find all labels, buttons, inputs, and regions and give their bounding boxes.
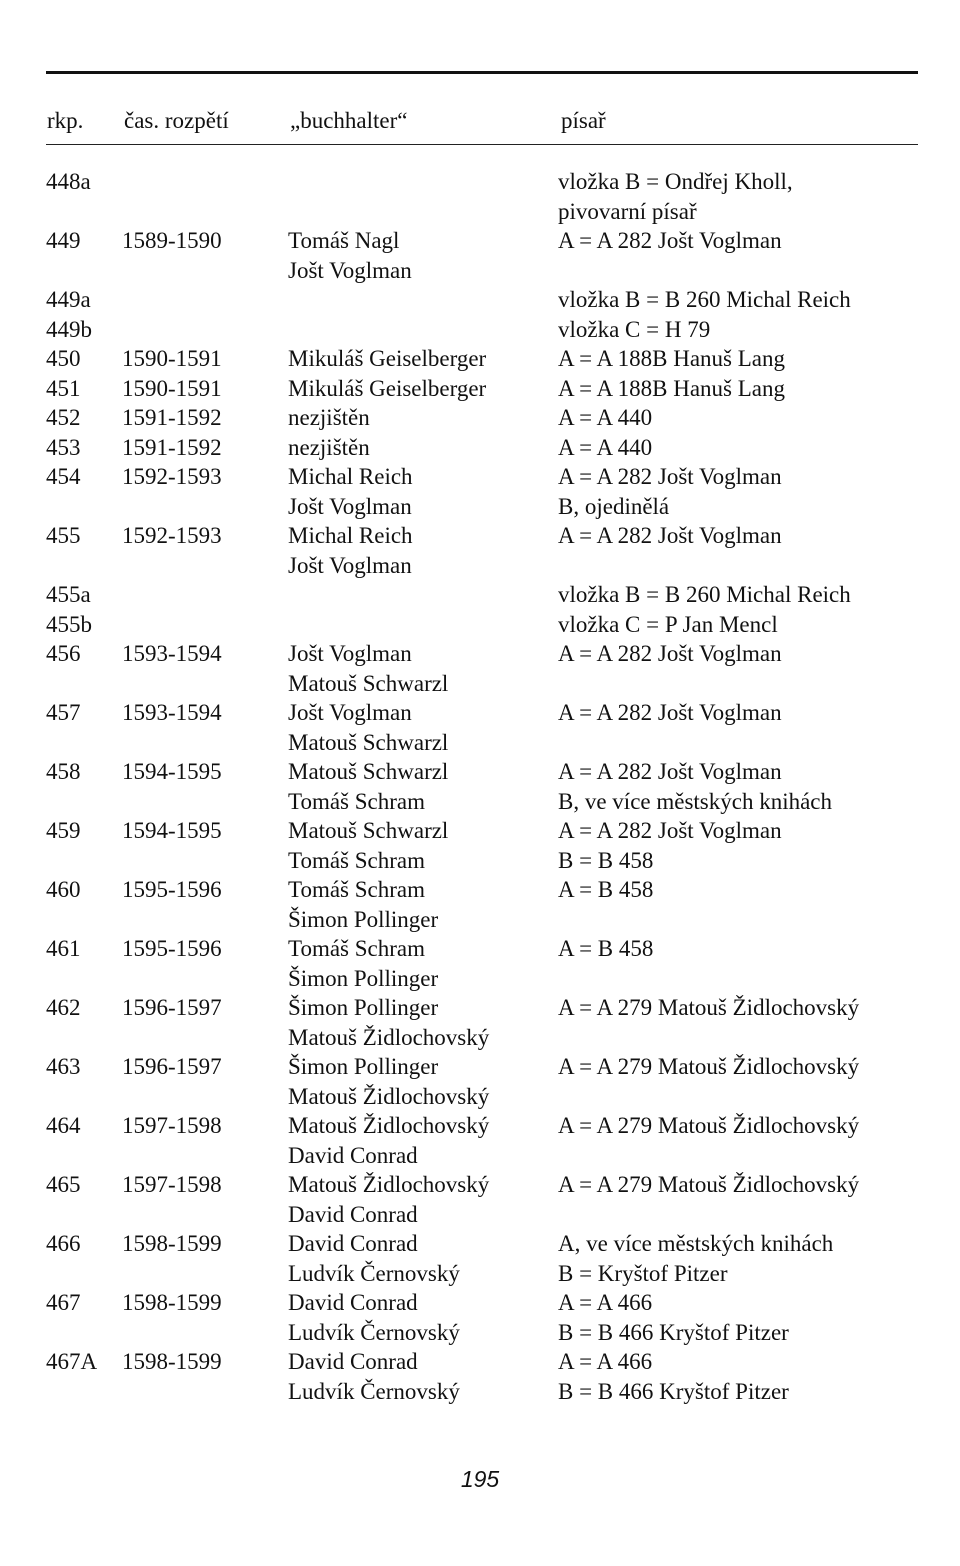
table-row: [46, 639, 918, 698]
pisar-cell: [558, 521, 918, 580]
rkp-cell: 465: [46, 1172, 81, 1197]
table-row: [46, 1111, 918, 1170]
header-pisar: písař: [561, 108, 606, 133]
pisar-cell-line: A = A 282 Jošt Voglman: [558, 641, 782, 666]
buchhalter-cell-line: Jošt Voglman: [288, 700, 412, 725]
buchhalter-cell: [288, 1170, 558, 1229]
rkp-cell: 458: [46, 759, 81, 784]
cas-rozpeti-cell: [122, 315, 288, 345]
buchhalter-cell-line: Jošt Voglman: [288, 641, 412, 666]
buchhalter-cell-line: Tomáš Schram: [288, 788, 426, 814]
pisar-cell-line: A = A 279 Matouš Židlochovský: [558, 1172, 860, 1197]
cas-rozpeti-cell: 1596-1597: [122, 995, 222, 1020]
rkp-cell: 466: [46, 1231, 81, 1256]
table-row: [46, 344, 918, 374]
page-number: 195: [460, 1466, 500, 1492]
rkp-cell: 457: [46, 700, 81, 725]
rkp-cell: 461: [46, 936, 81, 961]
rkp-cell: 455a: [46, 582, 91, 607]
buchhalter-cell: [288, 1347, 558, 1406]
table-row: [46, 1052, 918, 1111]
cas-rozpeti-cell: [122, 167, 288, 226]
pisar-cell: [558, 934, 918, 993]
buchhalter-cell: [288, 403, 558, 433]
pisar-cell-line: B, ve více městských knihách: [558, 788, 833, 814]
table-row: [46, 226, 918, 285]
rkp-cell: 453: [46, 434, 81, 460]
buchhalter-cell-line: Jošt Voglman: [288, 552, 412, 578]
table-row: [46, 374, 918, 404]
buchhalter-cell: [288, 1229, 558, 1288]
cas-rozpeti-cell: 1591-1592: [122, 405, 222, 430]
rkp-cell: 449: [46, 228, 81, 253]
pisar-cell-line: A = A 279 Matouš Židlochovský: [558, 995, 860, 1020]
buchhalter-cell-line: Matouš Schwarzl: [288, 818, 449, 843]
pisar-cell-line: vložka B = B 260 Michal Reich: [558, 287, 851, 312]
pisar-cell-line: B = Kryštof Pitzer: [558, 1260, 728, 1286]
pisar-cell-line: A = A 279 Matouš Židlochovský: [558, 1054, 860, 1079]
table-row: [46, 1229, 918, 1288]
cas-rozpeti-cell: [122, 285, 288, 315]
pisar-cell: [558, 1229, 918, 1288]
cas-rozpeti-cell: 1593-1594: [122, 700, 222, 725]
buchhalter-cell-line: Ludvík Černovský: [288, 1378, 460, 1404]
buchhalter-cell: [288, 1052, 558, 1111]
buchhalter-cell: [288, 462, 558, 521]
table-row: [46, 875, 918, 934]
cas-rozpeti-cell: 1597-1598: [122, 1172, 222, 1197]
top-rule: [46, 71, 918, 74]
pisar-cell: [558, 462, 918, 521]
buchhalter-cell-line: Šimon Pollinger: [288, 906, 439, 932]
buchhalter-cell-line: Tomáš Schram: [288, 877, 426, 902]
pisar-cell: [558, 403, 918, 433]
pisar-cell-line: A = A 466: [558, 1349, 653, 1374]
cas-rozpeti-cell: 1589-1590: [122, 228, 222, 253]
pisar-cell-line: A = A 440: [558, 434, 653, 460]
table-row: [46, 993, 918, 1052]
buchhalter-cell-line: Šimon Pollinger: [288, 995, 439, 1020]
buchhalter-cell-line: Matouš Židlochovský: [288, 1113, 490, 1138]
buchhalter-cell-line: Šimon Pollinger: [288, 965, 439, 991]
pisar-cell-line: vložka B = B 260 Michal Reich: [558, 582, 851, 607]
pisar-cell-line: vložka C = P Jan Mencl: [558, 611, 778, 637]
table-row: [46, 1347, 918, 1406]
table-row: [46, 315, 918, 345]
cas-rozpeti-cell: [122, 610, 288, 640]
buchhalter-cell: [288, 344, 558, 374]
pisar-cell: [558, 226, 918, 285]
pisar-cell-line: A = A 282 Jošt Voglman: [558, 759, 782, 784]
pisar-cell-line: A = A 279 Matouš Židlochovský: [558, 1113, 860, 1138]
pisar-cell: [558, 374, 918, 404]
header-buchhalter: „buchhalter“: [290, 108, 408, 133]
pisar-cell: [558, 1170, 918, 1229]
cas-rozpeti-cell: 1598-1599: [122, 1290, 222, 1315]
pisar-cell: [558, 1052, 918, 1111]
buchhalter-cell: [288, 580, 558, 610]
cas-rozpeti-cell: 1590-1591: [122, 375, 222, 401]
pisar-cell: [558, 757, 918, 816]
cas-rozpeti-cell: 1596-1597: [122, 1054, 222, 1079]
buchhalter-cell-line: Mikuláš Geiselberger: [288, 375, 487, 401]
pisar-cell: [558, 639, 918, 698]
table-row: [46, 1170, 918, 1229]
cas-rozpeti-cell: 1594-1595: [122, 759, 222, 784]
buchhalter-cell-line: Ludvík Černovský: [288, 1260, 460, 1286]
buchhalter-cell-line: Matouš Židlochovský: [288, 1083, 490, 1109]
cas-rozpeti-cell: [122, 580, 288, 610]
rkp-cell: 455b: [46, 611, 92, 637]
header-rule: [46, 144, 918, 145]
table-row: [46, 462, 918, 521]
pisar-cell: [558, 433, 918, 463]
buchhalter-cell-line: Ludvík Černovský: [288, 1319, 460, 1345]
cas-rozpeti-cell: 1590-1591: [122, 346, 222, 371]
cas-rozpeti-cell: 1594-1595: [122, 818, 222, 843]
table-row: [46, 1288, 918, 1347]
pisar-cell: [558, 610, 918, 640]
pisar-cell-line: A = A 466: [558, 1290, 653, 1315]
table-row: [46, 757, 918, 816]
buchhalter-cell: [288, 433, 558, 463]
rkp-cell: 454: [46, 464, 81, 489]
buchhalter-cell-line: Matouš Schwarzl: [288, 729, 449, 755]
buchhalter-cell: [288, 757, 558, 816]
buchhalter-cell-line: Michal Reich: [288, 523, 413, 548]
buchhalter-cell-line: nezjištěn: [288, 434, 370, 460]
table-row: [46, 285, 918, 315]
table-body: [46, 167, 918, 1406]
pisar-cell: [558, 580, 918, 610]
rkp-cell: 450: [46, 346, 81, 371]
buchhalter-cell-line: Jošt Voglman: [288, 493, 412, 519]
table-row: [46, 167, 918, 226]
header-rkp: rkp.: [47, 108, 84, 133]
pisar-cell-line: A = A 282 Jošt Voglman: [558, 228, 782, 253]
buchhalter-cell: [288, 610, 558, 640]
table-row: [46, 698, 918, 757]
table-row: [46, 610, 918, 640]
buchhalter-cell-line: Šimon Pollinger: [288, 1054, 439, 1079]
rkp-cell: 463: [46, 1054, 81, 1079]
table-row: [46, 433, 918, 463]
buchhalter-cell-line: Michal Reich: [288, 464, 413, 489]
pisar-cell-line: B = B 466 Kryštof Pitzer: [558, 1378, 789, 1404]
cas-rozpeti-cell: 1597-1598: [122, 1113, 222, 1138]
cas-rozpeti-cell: 1591-1592: [122, 434, 222, 460]
rkp-cell: 464: [46, 1113, 81, 1138]
buchhalter-cell: [288, 698, 558, 757]
table-row: [46, 403, 918, 433]
pisar-cell-line: A = A 282 Jošt Voglman: [558, 700, 782, 725]
rkp-cell: 455: [46, 523, 81, 548]
buchhalter-cell-line: Matouš Schwarzl: [288, 670, 449, 696]
pisar-cell-line: A = A 282 Jošt Voglman: [558, 523, 782, 548]
pisar-cell-line: B = B 458: [558, 847, 654, 873]
buchhalter-cell-line: Jošt Voglman: [288, 257, 412, 283]
buchhalter-cell-line: David Conrad: [288, 1290, 418, 1315]
pisar-cell: [558, 1347, 918, 1406]
buchhalter-cell-line: Tomáš Schram: [288, 847, 426, 873]
pisar-cell-line: B = B 466 Kryštof Pitzer: [558, 1319, 789, 1345]
cas-rozpeti-cell: 1593-1594: [122, 641, 222, 666]
pisar-cell-line: A = A 282 Jošt Voglman: [558, 464, 782, 489]
table-row: [46, 934, 918, 993]
pisar-cell-line: A = A 188B Hanuš Lang: [558, 375, 786, 401]
buchhalter-cell: [288, 315, 558, 345]
pisar-cell-line: vložka B = Ondřej Kholl,: [558, 169, 793, 194]
rkp-cell: 448a: [46, 169, 91, 194]
buchhalter-cell: [288, 934, 558, 993]
buchhalter-cell-line: Tomáš Nagl: [288, 228, 400, 253]
pisar-cell-line: pivovarní písař: [558, 198, 697, 224]
rkp-cell: 459: [46, 818, 81, 843]
rkp-cell: 460: [46, 877, 81, 902]
table-row: [46, 521, 918, 580]
buchhalter-cell: [288, 1288, 558, 1347]
buchhalter-cell: [288, 167, 558, 226]
buchhalter-cell-line: David Conrad: [288, 1201, 418, 1227]
buchhalter-cell-line: Tomáš Schram: [288, 936, 426, 961]
pisar-cell-line: A = B 458: [558, 877, 654, 902]
buchhalter-cell: [288, 993, 558, 1052]
buchhalter-cell-line: Matouš Židlochovský: [288, 1024, 490, 1050]
rkp-cell: 449b: [46, 316, 92, 342]
cas-rozpeti-cell: 1595-1596: [122, 936, 222, 961]
buchhalter-cell: [288, 226, 558, 285]
buchhalter-cell-line: David Conrad: [288, 1231, 418, 1256]
pisar-cell: [558, 1111, 918, 1170]
pisar-cell: [558, 315, 918, 345]
buchhalter-cell: [288, 639, 558, 698]
buchhalter-cell-line: David Conrad: [288, 1142, 418, 1168]
rkp-cell: 467A: [46, 1349, 98, 1374]
rkp-cell: 452: [46, 405, 81, 430]
cas-rozpeti-cell: 1598-1599: [122, 1349, 222, 1374]
table-header: [0, 105, 960, 137]
rkp-cell: 449a: [46, 287, 91, 312]
rkp-cell: 451: [46, 375, 81, 401]
header-cas-rozpeti: čas. rozpětí: [124, 108, 229, 133]
table-row: [46, 580, 918, 610]
buchhalter-cell: [288, 285, 558, 315]
pisar-cell-line: vložka C = H 79: [558, 316, 711, 342]
buchhalter-cell-line: David Conrad: [288, 1349, 418, 1374]
buchhalter-cell-line: nezjištěn: [288, 405, 370, 430]
cas-rozpeti-cell: 1595-1596: [122, 877, 222, 902]
cas-rozpeti-cell: 1598-1599: [122, 1231, 222, 1256]
buchhalter-cell: [288, 1111, 558, 1170]
pisar-cell: [558, 285, 918, 315]
pisar-cell: [558, 875, 918, 934]
rkp-cell: 462: [46, 995, 81, 1020]
cas-rozpeti-cell: 1592-1593: [122, 464, 222, 489]
pisar-cell: [558, 698, 918, 757]
pisar-cell: [558, 344, 918, 374]
buchhalter-cell-line: Matouš Židlochovský: [288, 1172, 490, 1197]
buchhalter-cell: [288, 816, 558, 875]
buchhalter-cell-line: Matouš Schwarzl: [288, 759, 449, 784]
buchhalter-cell: [288, 374, 558, 404]
pisar-cell-line: A, ve více městských knihách: [558, 1231, 834, 1256]
buchhalter-cell: [288, 521, 558, 580]
pisar-cell: [558, 816, 918, 875]
pisar-cell: [558, 1288, 918, 1347]
buchhalter-cell-line: Mikuláš Geiselberger: [288, 346, 487, 371]
rkp-cell: 467: [46, 1290, 81, 1315]
pisar-cell: [558, 993, 918, 1052]
pisar-cell-line: A = B 458: [558, 936, 654, 961]
rkp-cell: 456: [46, 641, 81, 666]
pisar-cell-line: A = A 282 Jošt Voglman: [558, 818, 782, 843]
manuscript-table: [46, 167, 918, 1406]
table-row: [46, 816, 918, 875]
buchhalter-cell: [288, 875, 558, 934]
pisar-cell-line: B, ojedinělá: [558, 493, 670, 519]
pisar-cell-line: A = A 188B Hanuš Lang: [558, 346, 786, 371]
pisar-cell: [558, 167, 918, 226]
cas-rozpeti-cell: 1592-1593: [122, 523, 222, 548]
pisar-cell-line: A = A 440: [558, 405, 653, 430]
